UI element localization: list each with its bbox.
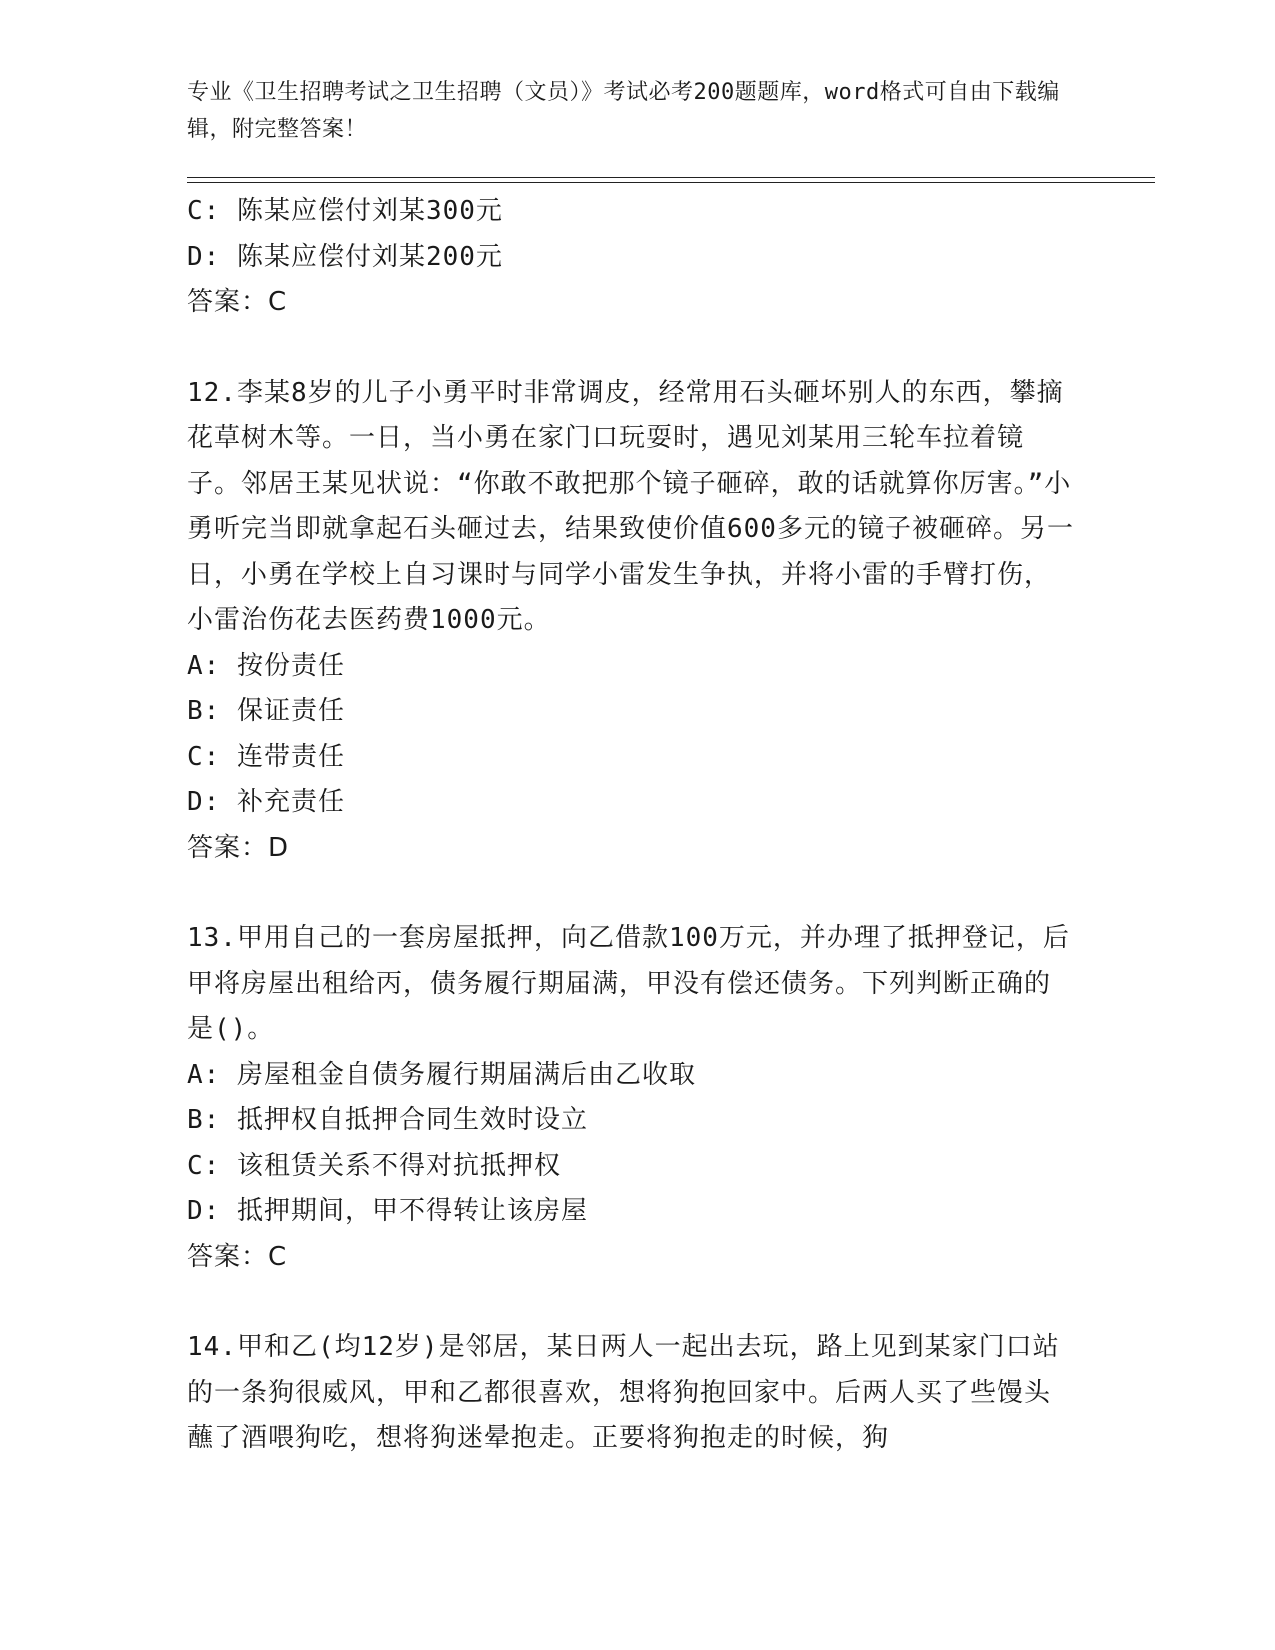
option-c: C: 陈某应偿付刘某300元 (187, 196, 503, 226)
option-c: C: 连带责任 (187, 741, 345, 772)
question-content (187, 189, 1077, 1462)
header-divider-top (187, 177, 1155, 178)
spacer (187, 871, 1077, 916)
option-d: D: 陈某应偿付刘某200元 (187, 241, 503, 272)
option-c: C: 该租赁关系不得对抗抵押权 (187, 1150, 561, 1181)
option-d: D: 抵押期间，甲不得转让该房屋 (187, 1196, 588, 1226)
question-14 (187, 1325, 1077, 1462)
question-11-tail (187, 189, 1077, 326)
answer: 答案：C (187, 1241, 288, 1272)
question-stem: 13.甲用自己的一套房屋抵押，向乙借款100万元，并办理了抵押登记，后甲将房屋出租给丙，债务履行期届满，甲没有偿还债务。下列判断正确的是()。 (187, 923, 1070, 1044)
question-stem: 14.甲和乙(均12岁)是邻居，某日两人一起出去玩，路上见到某家门口站的一条狗很威风，甲和乙都很喜欢，想将狗抱回家中。后两人买了些馒头蘸了酒喂狗吃，想将狗迷晕抱走。正要将狗抱走的时候，狗 (187, 1332, 1060, 1453)
header-divider-bottom (187, 182, 1155, 183)
question-13 (187, 916, 1077, 1280)
answer: 答案：C (187, 287, 288, 317)
question-stem: 12.李某8岁的儿子小勇平时非常调皮，经常用石头砸坏别人的东西，攀摘花草树木等。一日，当小勇在家门口玩耍时，遇见刘某用三轮车拉着镜子。邻居王某见状说：“你敢不敢把那个镜子砸碎，敢的话就算你厉害。”小勇听完当即就拿起石头砸过去，结果致使价值600多元的镜子被砸碎。另一日，小勇在学校上自习课时与同学小雷发生争执，并将小雷的手臂打伤，小雷治伤花去医药费1000元。 (187, 377, 1074, 635)
option-b: B: 保证责任 (187, 696, 345, 726)
question-12 (187, 371, 1077, 872)
spacer (187, 1280, 1077, 1325)
spacer (187, 326, 1077, 371)
option-d: D: 补充责任 (187, 787, 345, 817)
option-a: A: 按份责任 (187, 650, 345, 681)
option-a: A: 房屋租金自债务履行期届满后由乙收取 (187, 1059, 696, 1090)
page-header: 专业《卫生招聘考试之卫生招聘（文员）》考试必考200题题库，word格式可自由下载编辑，附完整答案！ (187, 80, 1060, 142)
option-b: B: 抵押权自抵押合同生效时设立 (187, 1105, 588, 1135)
answer: 答案：D (187, 832, 290, 863)
